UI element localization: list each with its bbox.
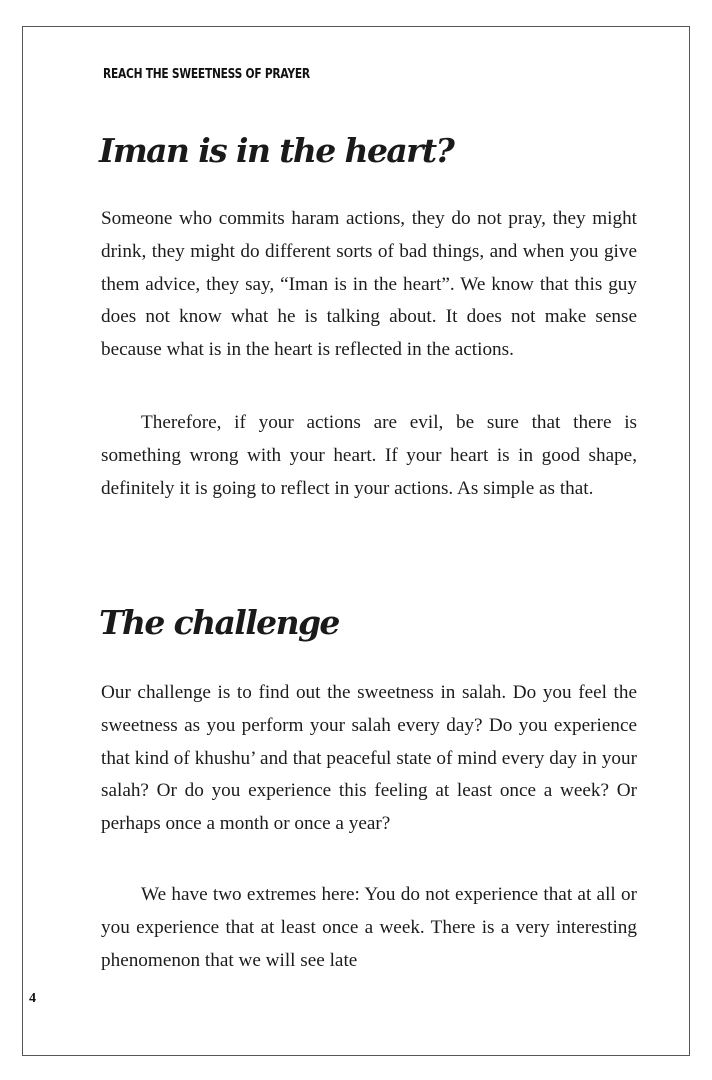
running-head: REACH THE SWEETNESS OF PRAYER [103,67,310,82]
paragraph-challenge-1: Our challenge is to find out the sweetness in salah. Do you feel the sweetness as you perform your salah every day? Do you experience that kind of khushu’ and that peaceful state of mind every day in your salah? Or do you experience this feeling at least once a week? Or perhaps once a month or once a year? [101,682,637,835]
paragraph-iman-1: Someone who commits haram actions, they do not pray, they might drink, they might do different sorts of bad things, and when you give them advice, they say, “Iman is in the heart”. We know that this guy does not know what he is talking about. It does not make sense because what is in the heart is reflected in the actions. [101,208,637,361]
section-heading-iman: Iman is in the heart? [99,131,454,170]
paragraph-challenge-2: We have two extremes here: You do not experience that at all or you experience that at least once a week. There is a very interesting phenomenon that we will see late [101,884,637,971]
page-number: 4 [29,991,36,1006]
book-page [22,26,690,1056]
paragraph-iman-2: Therefore, if your actions are evil, be sure that there is something wrong with your heart. If your heart is in good shape, definitely it is going to reflect in your actions. As simple as that. [101,412,637,499]
section-heading-challenge: The challenge [99,603,339,642]
